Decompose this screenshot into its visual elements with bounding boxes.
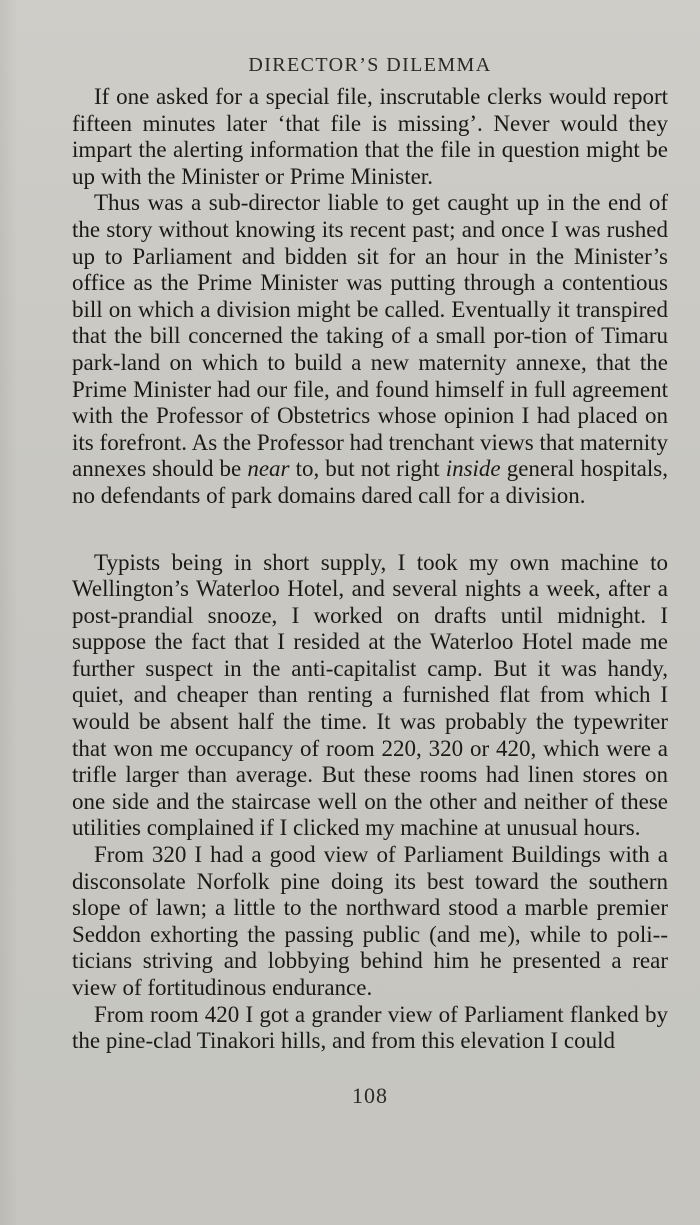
paragraph-3: Typists being in short supply, I took my own machine to Wellington’s Waterloo Hotel, and several nights a week, after a post-prandial snooze, I worked on drafts until midnight. I suppose the fact that I resided at the Waterloo Hotel made me further suspect in the anti-capitalist camp. But it was handy, quiet, and cheaper than renting a furnished flat from which I would be absent half the time. It was probably the typewriter that won me occupancy of room 220, 320 or 420, which were a trifle larger than average. But these rooms had linen stores on one side and the staircase well on the other and neither of these utilities complained if I clicked my machine at unusual hours. bbox=[72, 549, 668, 841]
italic-inside: inside bbox=[445, 456, 501, 482]
page-number: 108 bbox=[352, 1083, 388, 1108]
paragraph-5: From room 420 I got a grander view of Parliament flanked by the pine-clad Tinakori hills, and from this elevation I could bbox=[72, 1001, 668, 1054]
paragraph-2-text-c: general hospitals, no defendants of park domains dared call for a division. bbox=[72, 456, 668, 508]
body-text bbox=[72, 84, 668, 1055]
italic-near: near bbox=[247, 456, 290, 482]
paragraph-2-text-b: to, but not right bbox=[289, 456, 446, 482]
paragraph-1: If one asked for a special file, inscrutable clerks would report fifteen minutes later ‘that file is missing’. Never would they impart the alerting information that the file in question might be up with the Minister or Prime Minister. bbox=[72, 84, 668, 189]
paragraph-4: From 320 I had a good view of Parliament Buildings with a disconsolate Norfolk pine doing its best toward the southern slope of lawn; a little to the northward stood a marble premier Seddon exhorting the passing public (and me), while to poli-ticians striving and lobbying behind him he presented a rear view of fortitudinous endurance. bbox=[72, 842, 668, 1000]
section-break bbox=[72, 510, 668, 550]
page-edge-shadow bbox=[0, 0, 18, 1225]
paragraph-2 bbox=[72, 190, 668, 509]
running-head: DIRECTOR’S DILEMMA bbox=[248, 54, 492, 76]
paragraph-2-text-a: Thus was a sub-director liable to get caught up in the end of the story without knowing its recent past; and once I was rushed up to Parliament and bidden sit for an hour in the Minister’s office as the Prime Minister was putting through a contentious bill on which a division might be called. Eventually it transpired that the bill concerned the taking of a small por-tion of Timaru park-land on which to build a new maternity annexe, that the Prime Minister had our file, and found himself in full agreement with the Professor of Obstetrics whose opinion I had placed on its forefront. As the Professor had trenchant views that maternity annexes should be bbox=[72, 190, 668, 482]
